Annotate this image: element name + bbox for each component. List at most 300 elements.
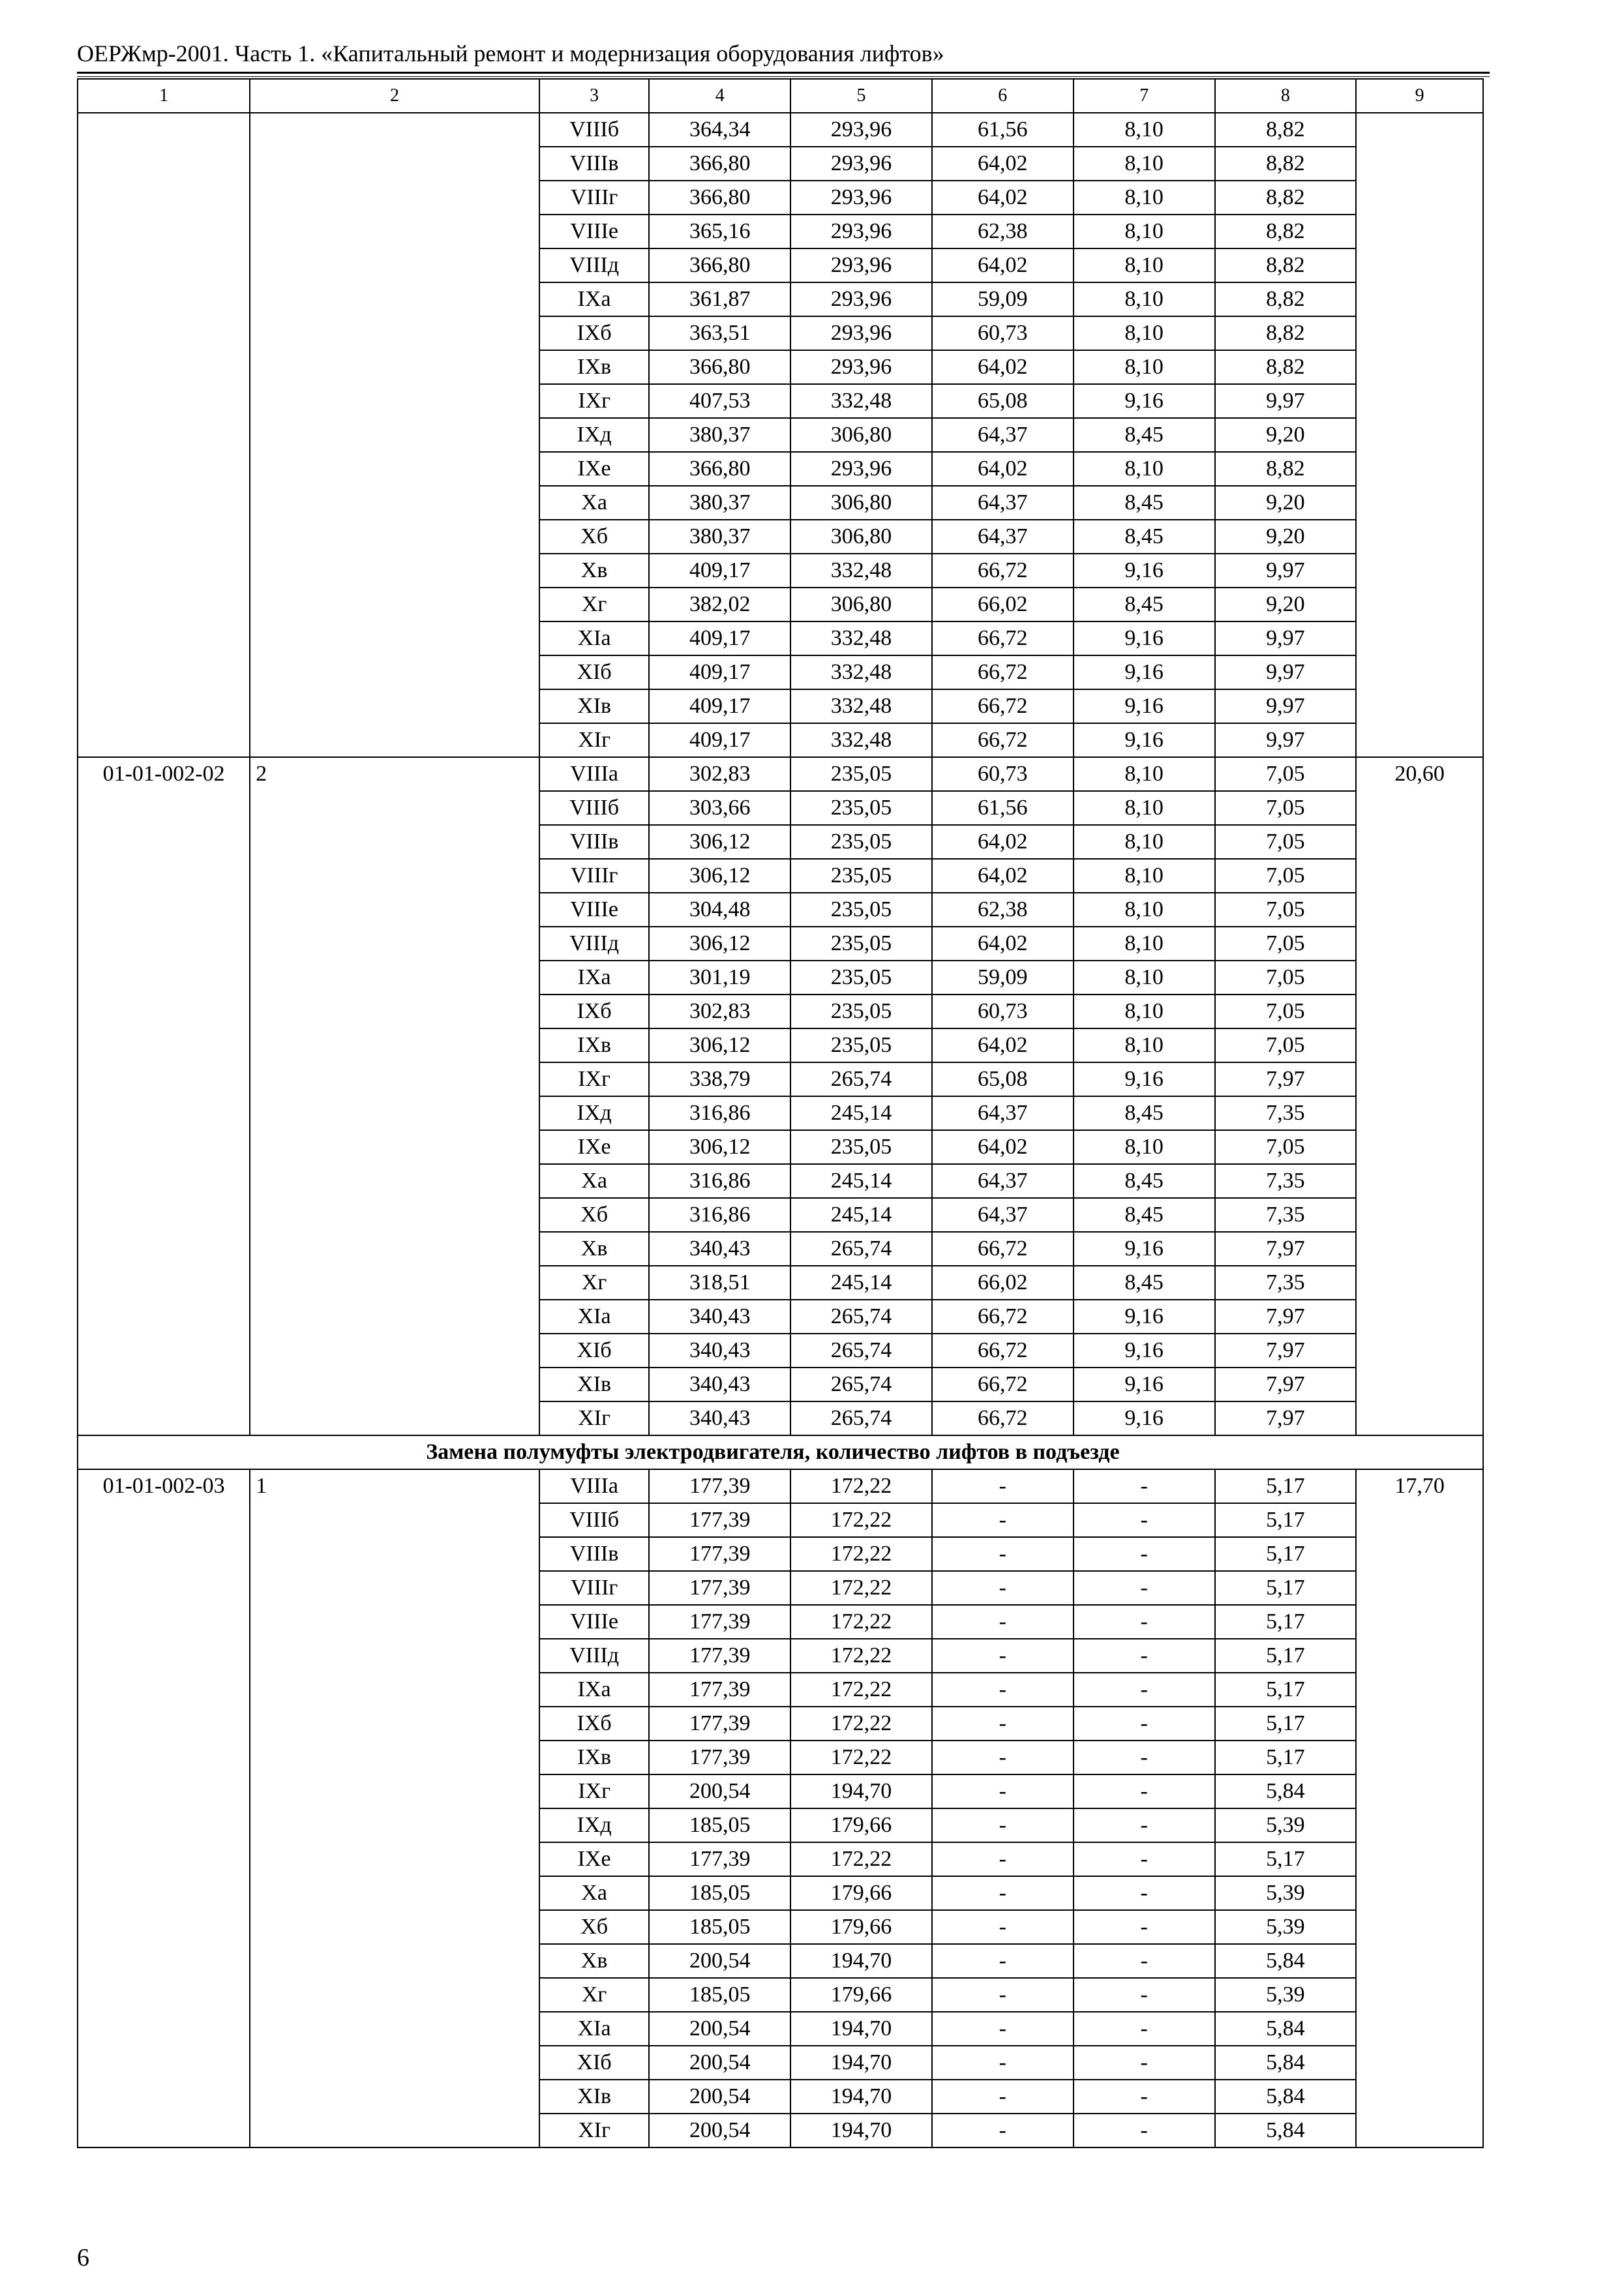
machines-cell: 66,72 (932, 655, 1074, 689)
category-cell: XIг (539, 1401, 649, 1435)
materials-cell: 5,39 (1215, 1910, 1357, 1944)
direct-costs-cell: 200,54 (649, 1944, 790, 1978)
document-title: ОЕРЖмр-2001. Часть 1. «Капитальный ремонт и модернизация оборудования лифтов» (77, 40, 944, 67)
materials-cell: 5,17 (1215, 1673, 1357, 1707)
machines-cell: - (932, 1673, 1074, 1707)
category-cell: VIIIе (539, 893, 649, 927)
materials-cell: 7,97 (1215, 1232, 1357, 1266)
materials-cell: 9,97 (1215, 723, 1357, 757)
machinist-wages-cell: 8,10 (1074, 113, 1215, 147)
category-cell: IXд (539, 1808, 649, 1842)
machinist-wages-cell: 8,10 (1074, 350, 1215, 384)
category-cell: Xг (539, 1978, 649, 2012)
wages-cell: 293,96 (790, 147, 932, 181)
wages-cell: 235,05 (790, 1130, 932, 1164)
materials-cell: 9,20 (1215, 486, 1357, 520)
machinist-wages-cell: 8,10 (1074, 215, 1215, 248)
category-cell: Xа (539, 486, 649, 520)
materials-cell: 5,17 (1215, 1741, 1357, 1774)
wages-cell: 306,80 (790, 520, 932, 554)
machinist-wages-cell: 8,45 (1074, 588, 1215, 621)
machinist-wages-cell: 9,16 (1074, 723, 1215, 757)
machines-cell: 64,02 (932, 350, 1074, 384)
wages-cell: 332,48 (790, 723, 932, 757)
rates-table (77, 78, 1484, 2148)
direct-costs-cell: 409,17 (649, 689, 790, 723)
direct-costs-cell: 301,19 (649, 961, 790, 995)
direct-costs-cell: 340,43 (649, 1300, 790, 1334)
materials-cell: 7,05 (1215, 859, 1357, 893)
machinist-wages-cell: - (1074, 1537, 1215, 1571)
machinist-wages-cell: - (1074, 1469, 1215, 1503)
category-cell: VIIIг (539, 1571, 649, 1605)
category-cell: IXв (539, 1741, 649, 1774)
machines-cell: 66,02 (932, 588, 1074, 621)
machinist-wages-cell: - (1074, 1639, 1215, 1673)
machinist-wages-cell: 8,10 (1074, 147, 1215, 181)
category-cell: VIIIд (539, 927, 649, 961)
materials-cell: 8,82 (1215, 316, 1357, 350)
category-cell: Xг (539, 588, 649, 621)
category-cell: VIIIв (539, 1537, 649, 1571)
machinist-wages-cell: 8,10 (1074, 961, 1215, 995)
direct-costs-cell: 200,54 (649, 2046, 790, 2080)
materials-cell: 5,17 (1215, 1469, 1357, 1503)
wages-cell: 172,22 (790, 1707, 932, 1741)
machinist-wages-cell: - (1074, 2012, 1215, 2046)
materials-cell: 7,05 (1215, 995, 1357, 1028)
category-cell: Xа (539, 1164, 649, 1198)
materials-cell: 8,82 (1215, 215, 1357, 248)
machinist-wages-cell: 9,16 (1074, 384, 1215, 418)
machines-cell: - (932, 1910, 1074, 1944)
category-cell: XIа (539, 2012, 649, 2046)
materials-cell: 9,97 (1215, 621, 1357, 655)
rate-code-cell: 01-01-002-03 (78, 1469, 250, 2147)
direct-costs-cell: 407,53 (649, 384, 790, 418)
direct-costs-cell: 177,39 (649, 1741, 790, 1774)
materials-cell: 7,97 (1215, 1062, 1357, 1096)
machinist-wages-cell: - (1074, 1910, 1215, 1944)
machines-cell: - (932, 2114, 1074, 2147)
direct-costs-cell: 361,87 (649, 282, 790, 316)
column-number-1: 1 (78, 79, 250, 113)
materials-cell: 7,35 (1215, 1096, 1357, 1130)
machines-cell: 66,72 (932, 723, 1074, 757)
machines-cell: 61,56 (932, 791, 1074, 825)
direct-costs-cell: 366,80 (649, 350, 790, 384)
direct-costs-cell: 177,39 (649, 1571, 790, 1605)
machines-cell: - (932, 1808, 1074, 1842)
machines-cell: 66,02 (932, 1266, 1074, 1300)
wages-cell: 245,14 (790, 1266, 932, 1300)
wages-cell: 179,66 (790, 1910, 932, 1944)
category-cell: IXа (539, 1673, 649, 1707)
category-cell: IXа (539, 961, 649, 995)
wages-cell: 194,70 (790, 1944, 932, 1978)
category-cell: Xб (539, 1198, 649, 1232)
machinist-wages-cell: 9,16 (1074, 689, 1215, 723)
machinist-wages-cell: 9,16 (1074, 1062, 1215, 1096)
wages-cell: 172,22 (790, 1673, 932, 1707)
machines-cell: - (932, 1707, 1074, 1741)
machines-cell: 60,73 (932, 757, 1074, 791)
machinist-wages-cell: 8,45 (1074, 486, 1215, 520)
materials-cell: 8,82 (1215, 350, 1357, 384)
category-cell: VIIIд (539, 248, 649, 282)
category-cell: XIа (539, 621, 649, 655)
lift-count-cell: 1 (250, 1469, 539, 2147)
machines-cell: 66,72 (932, 689, 1074, 723)
machines-cell: 64,02 (932, 248, 1074, 282)
direct-costs-cell: 363,51 (649, 316, 790, 350)
direct-costs-cell: 340,43 (649, 1368, 790, 1401)
category-cell: IXд (539, 1096, 649, 1130)
wages-cell: 293,96 (790, 452, 932, 486)
machines-cell: - (932, 1571, 1074, 1605)
table-row (78, 113, 1483, 147)
category-cell: Xг (539, 1266, 649, 1300)
direct-costs-cell: 366,80 (649, 181, 790, 215)
category-cell: VIIIб (539, 791, 649, 825)
rate-code-cell: 01-01-002-02 (78, 757, 250, 1435)
machinist-wages-cell: - (1074, 1808, 1215, 1842)
labor-cost-cell: 17,70 (1356, 1469, 1483, 2147)
direct-costs-cell: 306,12 (649, 1130, 790, 1164)
wages-cell: 179,66 (790, 1876, 932, 1910)
wages-cell: 306,80 (790, 588, 932, 621)
materials-cell: 9,20 (1215, 520, 1357, 554)
direct-costs-cell: 306,12 (649, 859, 790, 893)
machines-cell: 65,08 (932, 1062, 1074, 1096)
wages-cell: 332,48 (790, 689, 932, 723)
direct-costs-cell: 177,39 (649, 1707, 790, 1741)
machines-cell: 64,02 (932, 927, 1074, 961)
machinist-wages-cell: 8,10 (1074, 791, 1215, 825)
wages-cell: 306,80 (790, 418, 932, 452)
wages-cell: 332,48 (790, 554, 932, 588)
machinist-wages-cell: 9,16 (1074, 655, 1215, 689)
materials-cell: 7,05 (1215, 893, 1357, 927)
direct-costs-cell: 177,39 (649, 1842, 790, 1876)
materials-cell: 7,05 (1215, 757, 1357, 791)
wages-cell: 172,22 (790, 1842, 932, 1876)
lift-count-cell: 2 (250, 757, 539, 1435)
direct-costs-cell: 177,39 (649, 1469, 790, 1503)
column-number-3: 3 (539, 79, 649, 113)
machinist-wages-cell: - (1074, 2080, 1215, 2114)
direct-costs-cell: 409,17 (649, 655, 790, 689)
machines-cell: 66,72 (932, 1232, 1074, 1266)
machinist-wages-cell: - (1074, 1503, 1215, 1537)
materials-cell: 7,35 (1215, 1266, 1357, 1300)
section-row (78, 1435, 1483, 1469)
wages-cell: 235,05 (790, 995, 932, 1028)
column-number-9: 9 (1356, 79, 1483, 113)
direct-costs-cell: 340,43 (649, 1232, 790, 1266)
machinist-wages-cell: - (1074, 1707, 1215, 1741)
direct-costs-cell: 366,80 (649, 147, 790, 181)
direct-costs-cell: 366,80 (649, 248, 790, 282)
wages-cell: 265,74 (790, 1232, 932, 1266)
column-number-8: 8 (1215, 79, 1357, 113)
machines-cell: 64,37 (932, 520, 1074, 554)
wages-cell: 235,05 (790, 927, 932, 961)
machines-cell: 64,37 (932, 418, 1074, 452)
direct-costs-cell: 365,16 (649, 215, 790, 248)
category-cell: IXд (539, 418, 649, 452)
machinist-wages-cell: 9,16 (1074, 1401, 1215, 1435)
category-cell: IXг (539, 1774, 649, 1808)
header-rule-thin (77, 76, 1490, 77)
wages-cell: 293,96 (790, 316, 932, 350)
machines-cell: 66,72 (932, 1334, 1074, 1368)
machinist-wages-cell: 9,16 (1074, 1232, 1215, 1266)
machinist-wages-cell: 8,45 (1074, 1266, 1215, 1300)
wages-cell: 235,05 (790, 893, 932, 927)
materials-cell: 5,39 (1215, 1808, 1357, 1842)
category-cell: VIIIа (539, 757, 649, 791)
category-cell: Xб (539, 520, 649, 554)
direct-costs-cell: 185,05 (649, 1978, 790, 2012)
category-cell: Xв (539, 554, 649, 588)
direct-costs-cell: 200,54 (649, 2080, 790, 2114)
direct-costs-cell: 382,02 (649, 588, 790, 621)
machinist-wages-cell: - (1074, 2114, 1215, 2147)
wages-cell: 293,96 (790, 113, 932, 147)
machines-cell: - (932, 1842, 1074, 1876)
direct-costs-cell: 316,86 (649, 1096, 790, 1130)
category-cell: IXа (539, 282, 649, 316)
machines-cell: - (932, 1978, 1074, 2012)
machines-cell: - (932, 2012, 1074, 2046)
materials-cell: 9,97 (1215, 655, 1357, 689)
materials-cell: 5,84 (1215, 1774, 1357, 1808)
machinist-wages-cell: - (1074, 1673, 1215, 1707)
machines-cell: - (932, 1605, 1074, 1639)
machines-cell: 64,37 (932, 1198, 1074, 1232)
wages-cell: 265,74 (790, 1062, 932, 1096)
machinist-wages-cell: - (1074, 1571, 1215, 1605)
materials-cell: 7,05 (1215, 927, 1357, 961)
wages-cell: 194,70 (790, 1774, 932, 1808)
direct-costs-cell: 380,37 (649, 418, 790, 452)
wages-cell: 172,22 (790, 1741, 932, 1774)
materials-cell: 8,82 (1215, 248, 1357, 282)
machines-cell: 62,38 (932, 215, 1074, 248)
machines-cell: 60,73 (932, 316, 1074, 350)
machinist-wages-cell: 8,10 (1074, 757, 1215, 791)
column-number-row (78, 79, 1483, 113)
wages-cell: 265,74 (790, 1368, 932, 1401)
direct-costs-cell: 366,80 (649, 452, 790, 486)
machines-cell: 66,72 (932, 1368, 1074, 1401)
machines-cell: - (932, 2046, 1074, 2080)
wages-cell: 245,14 (790, 1198, 932, 1232)
category-cell: XIб (539, 655, 649, 689)
machines-cell: - (932, 1944, 1074, 1978)
category-cell: XIг (539, 2114, 649, 2147)
lift-count-cell (250, 113, 539, 757)
table-row (78, 1469, 1483, 1503)
page-number: 6 (77, 2244, 89, 2271)
materials-cell: 9,97 (1215, 384, 1357, 418)
wages-cell: 235,05 (790, 961, 932, 995)
category-cell: XIв (539, 1368, 649, 1401)
materials-cell: 5,17 (1215, 1571, 1357, 1605)
category-cell: VIIIа (539, 1469, 649, 1503)
direct-costs-cell: 185,05 (649, 1808, 790, 1842)
materials-cell: 7,97 (1215, 1401, 1357, 1435)
materials-cell: 5,84 (1215, 2080, 1357, 2114)
machines-cell: 66,72 (932, 554, 1074, 588)
direct-costs-cell: 302,83 (649, 757, 790, 791)
category-cell: IXб (539, 995, 649, 1028)
machines-cell: - (932, 1469, 1074, 1503)
machines-cell: 65,08 (932, 384, 1074, 418)
materials-cell: 5,84 (1215, 1944, 1357, 1978)
category-cell: IXв (539, 1028, 649, 1062)
machines-cell: - (932, 1876, 1074, 1910)
materials-cell: 8,82 (1215, 113, 1357, 147)
column-number-7: 7 (1074, 79, 1215, 113)
machines-cell: 60,73 (932, 995, 1074, 1028)
category-cell: VIIIв (539, 825, 649, 859)
machinist-wages-cell: 8,10 (1074, 825, 1215, 859)
header-rule-thick (77, 72, 1490, 74)
rate-code-cell (78, 113, 250, 757)
machinist-wages-cell: 9,16 (1074, 621, 1215, 655)
materials-cell: 7,35 (1215, 1164, 1357, 1198)
direct-costs-cell: 409,17 (649, 621, 790, 655)
direct-costs-cell: 409,17 (649, 723, 790, 757)
machinist-wages-cell: 8,10 (1074, 181, 1215, 215)
category-cell: VIIIе (539, 1605, 649, 1639)
machines-cell: 64,02 (932, 181, 1074, 215)
machinist-wages-cell: 8,45 (1074, 520, 1215, 554)
wages-cell: 332,48 (790, 655, 932, 689)
direct-costs-cell: 303,66 (649, 791, 790, 825)
machines-cell: 64,02 (932, 825, 1074, 859)
machinist-wages-cell: - (1074, 2046, 1215, 2080)
machinist-wages-cell: 8,10 (1074, 1130, 1215, 1164)
machinist-wages-cell: - (1074, 1842, 1215, 1876)
wages-cell: 172,22 (790, 1503, 932, 1537)
category-cell: IXг (539, 1062, 649, 1096)
machines-cell: 64,02 (932, 147, 1074, 181)
materials-cell: 8,82 (1215, 282, 1357, 316)
wages-cell: 293,96 (790, 350, 932, 384)
direct-costs-cell: 185,05 (649, 1910, 790, 1944)
column-number-5: 5 (790, 79, 932, 113)
direct-costs-cell: 177,39 (649, 1639, 790, 1673)
category-cell: XIв (539, 2080, 649, 2114)
category-cell: XIа (539, 1300, 649, 1334)
category-cell: XIб (539, 1334, 649, 1368)
machinist-wages-cell: 8,45 (1074, 1164, 1215, 1198)
wages-cell: 235,05 (790, 1028, 932, 1062)
category-cell: VIIIб (539, 1503, 649, 1537)
machinist-wages-cell: - (1074, 1876, 1215, 1910)
machines-cell: - (932, 1774, 1074, 1808)
materials-cell: 5,17 (1215, 1639, 1357, 1673)
machinist-wages-cell: 9,16 (1074, 1300, 1215, 1334)
direct-costs-cell: 306,12 (649, 825, 790, 859)
materials-cell: 7,05 (1215, 961, 1357, 995)
direct-costs-cell: 185,05 (649, 1876, 790, 1910)
machines-cell: 64,02 (932, 452, 1074, 486)
materials-cell: 5,17 (1215, 1707, 1357, 1741)
category-cell: IXб (539, 1707, 649, 1741)
category-cell: Xа (539, 1876, 649, 1910)
wages-cell: 245,14 (790, 1164, 932, 1198)
machines-cell: - (932, 1741, 1074, 1774)
materials-cell: 5,84 (1215, 2046, 1357, 2080)
wages-cell: 265,74 (790, 1334, 932, 1368)
direct-costs-cell: 200,54 (649, 2114, 790, 2147)
materials-cell: 8,82 (1215, 147, 1357, 181)
machines-cell: - (932, 2080, 1074, 2114)
direct-costs-cell: 409,17 (649, 554, 790, 588)
category-cell: XIв (539, 689, 649, 723)
category-cell: IXб (539, 316, 649, 350)
machines-cell: - (932, 1639, 1074, 1673)
direct-costs-cell: 177,39 (649, 1537, 790, 1571)
machines-cell: 59,09 (932, 282, 1074, 316)
direct-costs-cell: 338,79 (649, 1062, 790, 1096)
category-cell: VIIIд (539, 1639, 649, 1673)
machinist-wages-cell: 8,45 (1074, 1096, 1215, 1130)
machines-cell: 66,72 (932, 621, 1074, 655)
materials-cell: 9,20 (1215, 588, 1357, 621)
materials-cell: 5,17 (1215, 1503, 1357, 1537)
machinist-wages-cell: 8,10 (1074, 995, 1215, 1028)
column-number-6: 6 (932, 79, 1074, 113)
machinist-wages-cell: 9,16 (1074, 1368, 1215, 1401)
materials-cell: 7,97 (1215, 1334, 1357, 1368)
category-cell: VIIIв (539, 147, 649, 181)
category-cell: Xб (539, 1910, 649, 1944)
materials-cell: 5,39 (1215, 1876, 1357, 1910)
materials-cell: 7,05 (1215, 1028, 1357, 1062)
machines-cell: - (932, 1503, 1074, 1537)
machinist-wages-cell: 8,10 (1074, 859, 1215, 893)
page-header (77, 38, 1490, 69)
materials-cell: 9,97 (1215, 554, 1357, 588)
section-blank-cell (78, 1435, 250, 1469)
direct-costs-cell: 340,43 (649, 1401, 790, 1435)
direct-costs-cell: 306,12 (649, 1028, 790, 1062)
machinist-wages-cell: - (1074, 1741, 1215, 1774)
wages-cell: 235,05 (790, 757, 932, 791)
wages-cell: 194,70 (790, 2012, 932, 2046)
wages-cell: 194,70 (790, 2046, 932, 2080)
machinist-wages-cell: - (1074, 1944, 1215, 1978)
direct-costs-cell: 380,37 (649, 486, 790, 520)
labor-cost-cell: 20,60 (1356, 757, 1483, 1435)
machinist-wages-cell: 8,10 (1074, 248, 1215, 282)
materials-cell: 7,05 (1215, 1130, 1357, 1164)
machinist-wages-cell: 8,10 (1074, 927, 1215, 961)
materials-cell: 7,97 (1215, 1368, 1357, 1401)
machines-cell: - (932, 1537, 1074, 1571)
materials-cell: 5,84 (1215, 2012, 1357, 2046)
direct-costs-cell: 200,54 (649, 2012, 790, 2046)
wages-cell: 293,96 (790, 248, 932, 282)
machines-cell: 64,02 (932, 1130, 1074, 1164)
table-row (78, 757, 1483, 791)
category-cell: Xв (539, 1944, 649, 1978)
